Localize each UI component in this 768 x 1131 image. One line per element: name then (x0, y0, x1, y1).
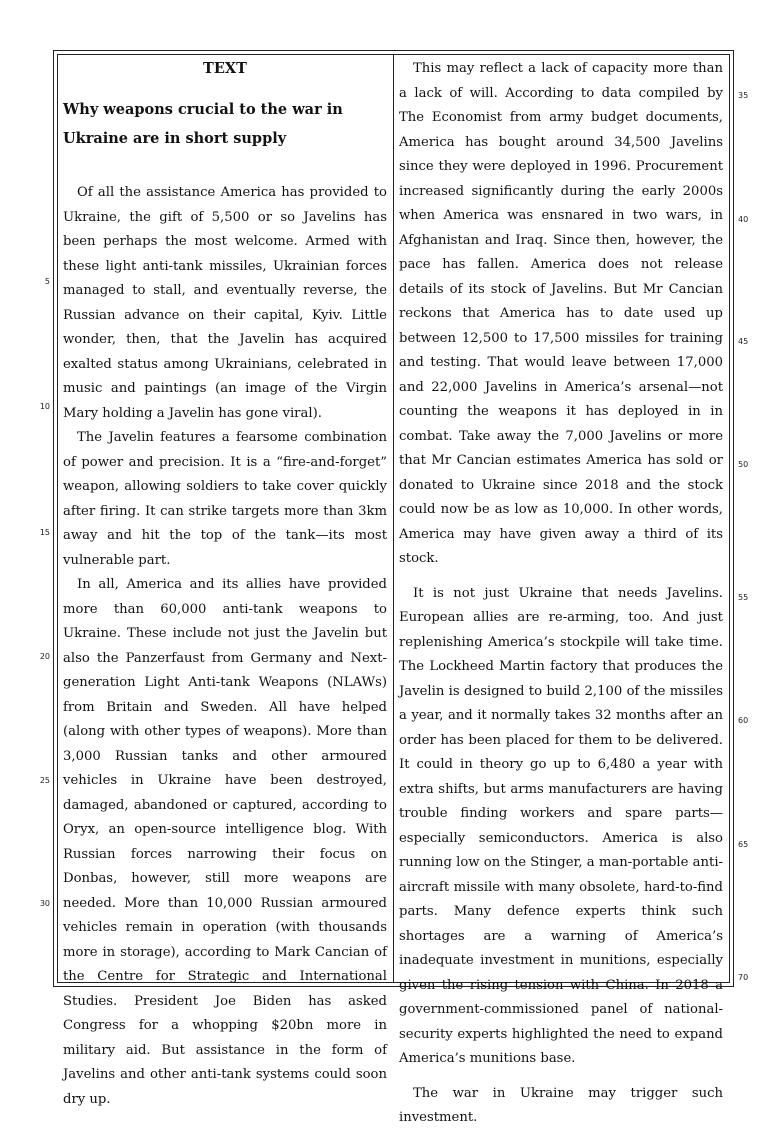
section-heading: TEXT (203, 60, 247, 77)
paragraph: The war in Ukraine may trigger such investment. (399, 1085, 723, 1125)
right-column (399, 54, 723, 1131)
line-number: 50 (738, 460, 749, 469)
line-number: 70 (738, 973, 749, 982)
line-number: 45 (738, 337, 749, 346)
line-number: 55 (738, 593, 749, 602)
paragraph: The Javelin features a fearsome combination of power and precision. It is a “fire-and-forget” weapon, allowing soldiers to take cover quickly after firing. It can strike targets more than 3km away and hit the top of the tank—its most vulnerable part. (63, 430, 387, 568)
line-number: 30 (39, 899, 50, 908)
paragraph: In all, America and its allies have provided more than 60,000 anti-tank weapons to Ukraine. These include not just the Javelin but also the Panzerfaust from Germany and Next-generation Light Anti-tank Weapons (NLAWs) from Britain and Sweden. All have helped (along with other types of weapons). More than 3,000 Russian tanks and other armoured vehicles in Ukraine have been destroyed, damaged, abandoned or captured, according to Oryx, an open-source intelligence blog. With Russian forces narrowing their focus on Donbas, however, still more weapons are needed. More than 10,000 Russian armoured vehicles remain in operation (with thousands more in storage), according to Mark Cancian of the Centre for Strategic and International Studies. President Joe Biden has asked Congress for a whopping $20bn more in military aid. But assistance in the form of Javelins and other anti-tank systems could soon dry up. (63, 577, 387, 1107)
column-divider (393, 54, 394, 983)
line-number: 65 (738, 840, 749, 849)
line-number: 5 (44, 277, 50, 286)
paragraph: This may reflect a lack of capacity more than a lack of will. According to data compiled by The Economist from army budget documents, America has bought around 34,500 Javelins since they were deployed in 1996. Procurement increased significantly during the early 2000s when America was ensnared in two wars, in Afghanistan and Iraq. Since then, however, the pace has fallen. America does not release details of its stock of Javelins. But Mr Cancian reckons that America has to date used up between 12,500 to 17,500 missiles for training and testing. That would leave between 17,000 and 22,000 Javelins in America’s arsenal—not counting the weapons it has deployed in in combat. Take away the 7,000 Javelins or more that Mr Cancian estimates America has sold or donated to Ukraine since 2018 and the stock could now be as low as 10,000. In other words, America may have given away a third of its stock. (399, 61, 723, 566)
line-number: 10 (39, 402, 50, 411)
paragraph: Of all the assistance America has provided to Ukraine, the gift of 5,500 or so Javelins has been perhaps the most welcome. Armed with these light anti-tank missiles, Ukrainian forces managed to stall, and eventually reverse, the Russian advance on their capital, Kyiv. Little wonder, then, that the Javelin has acquired exalted status among Ukrainians, celebrated in music and paintings (an image of the Virgin Mary holding a Javelin has gone viral). (63, 185, 387, 421)
article-title: Why weapons crucial to the war in Ukraine are in short supply (63, 101, 343, 147)
line-number: 15 (39, 528, 50, 537)
line-number: 20 (39, 652, 50, 661)
left-column (63, 54, 387, 1112)
line-number: 40 (738, 215, 749, 224)
paragraph: It is not just Ukraine that needs Javelins. European allies are re-arming, too. And just replenishing America’s stockpile will take time. The Lockheed Martin factory that produces the Javelin is designed to build 2,100 of the missiles a year, and it normally takes 32 months after an order has been placed for them to be delivered. It could in theory go up to 6,480 a year with extra shifts, but arms manufacturers are having trouble finding workers and spare parts—especially semiconductors. America is also running low on the Stinger, a man-portable anti-aircraft missile with many obsolete, hard-to-find parts. Many defence experts think such shortages are a warning of America’s inadequate investment in munitions, especially given the rising tension with China. In 2018 a government-commissioned panel of national-security experts highlighted the need to expand America’s munitions base. (399, 585, 723, 1066)
line-number: 60 (738, 716, 749, 725)
line-number: 25 (39, 776, 50, 785)
line-number: 35 (738, 91, 749, 100)
